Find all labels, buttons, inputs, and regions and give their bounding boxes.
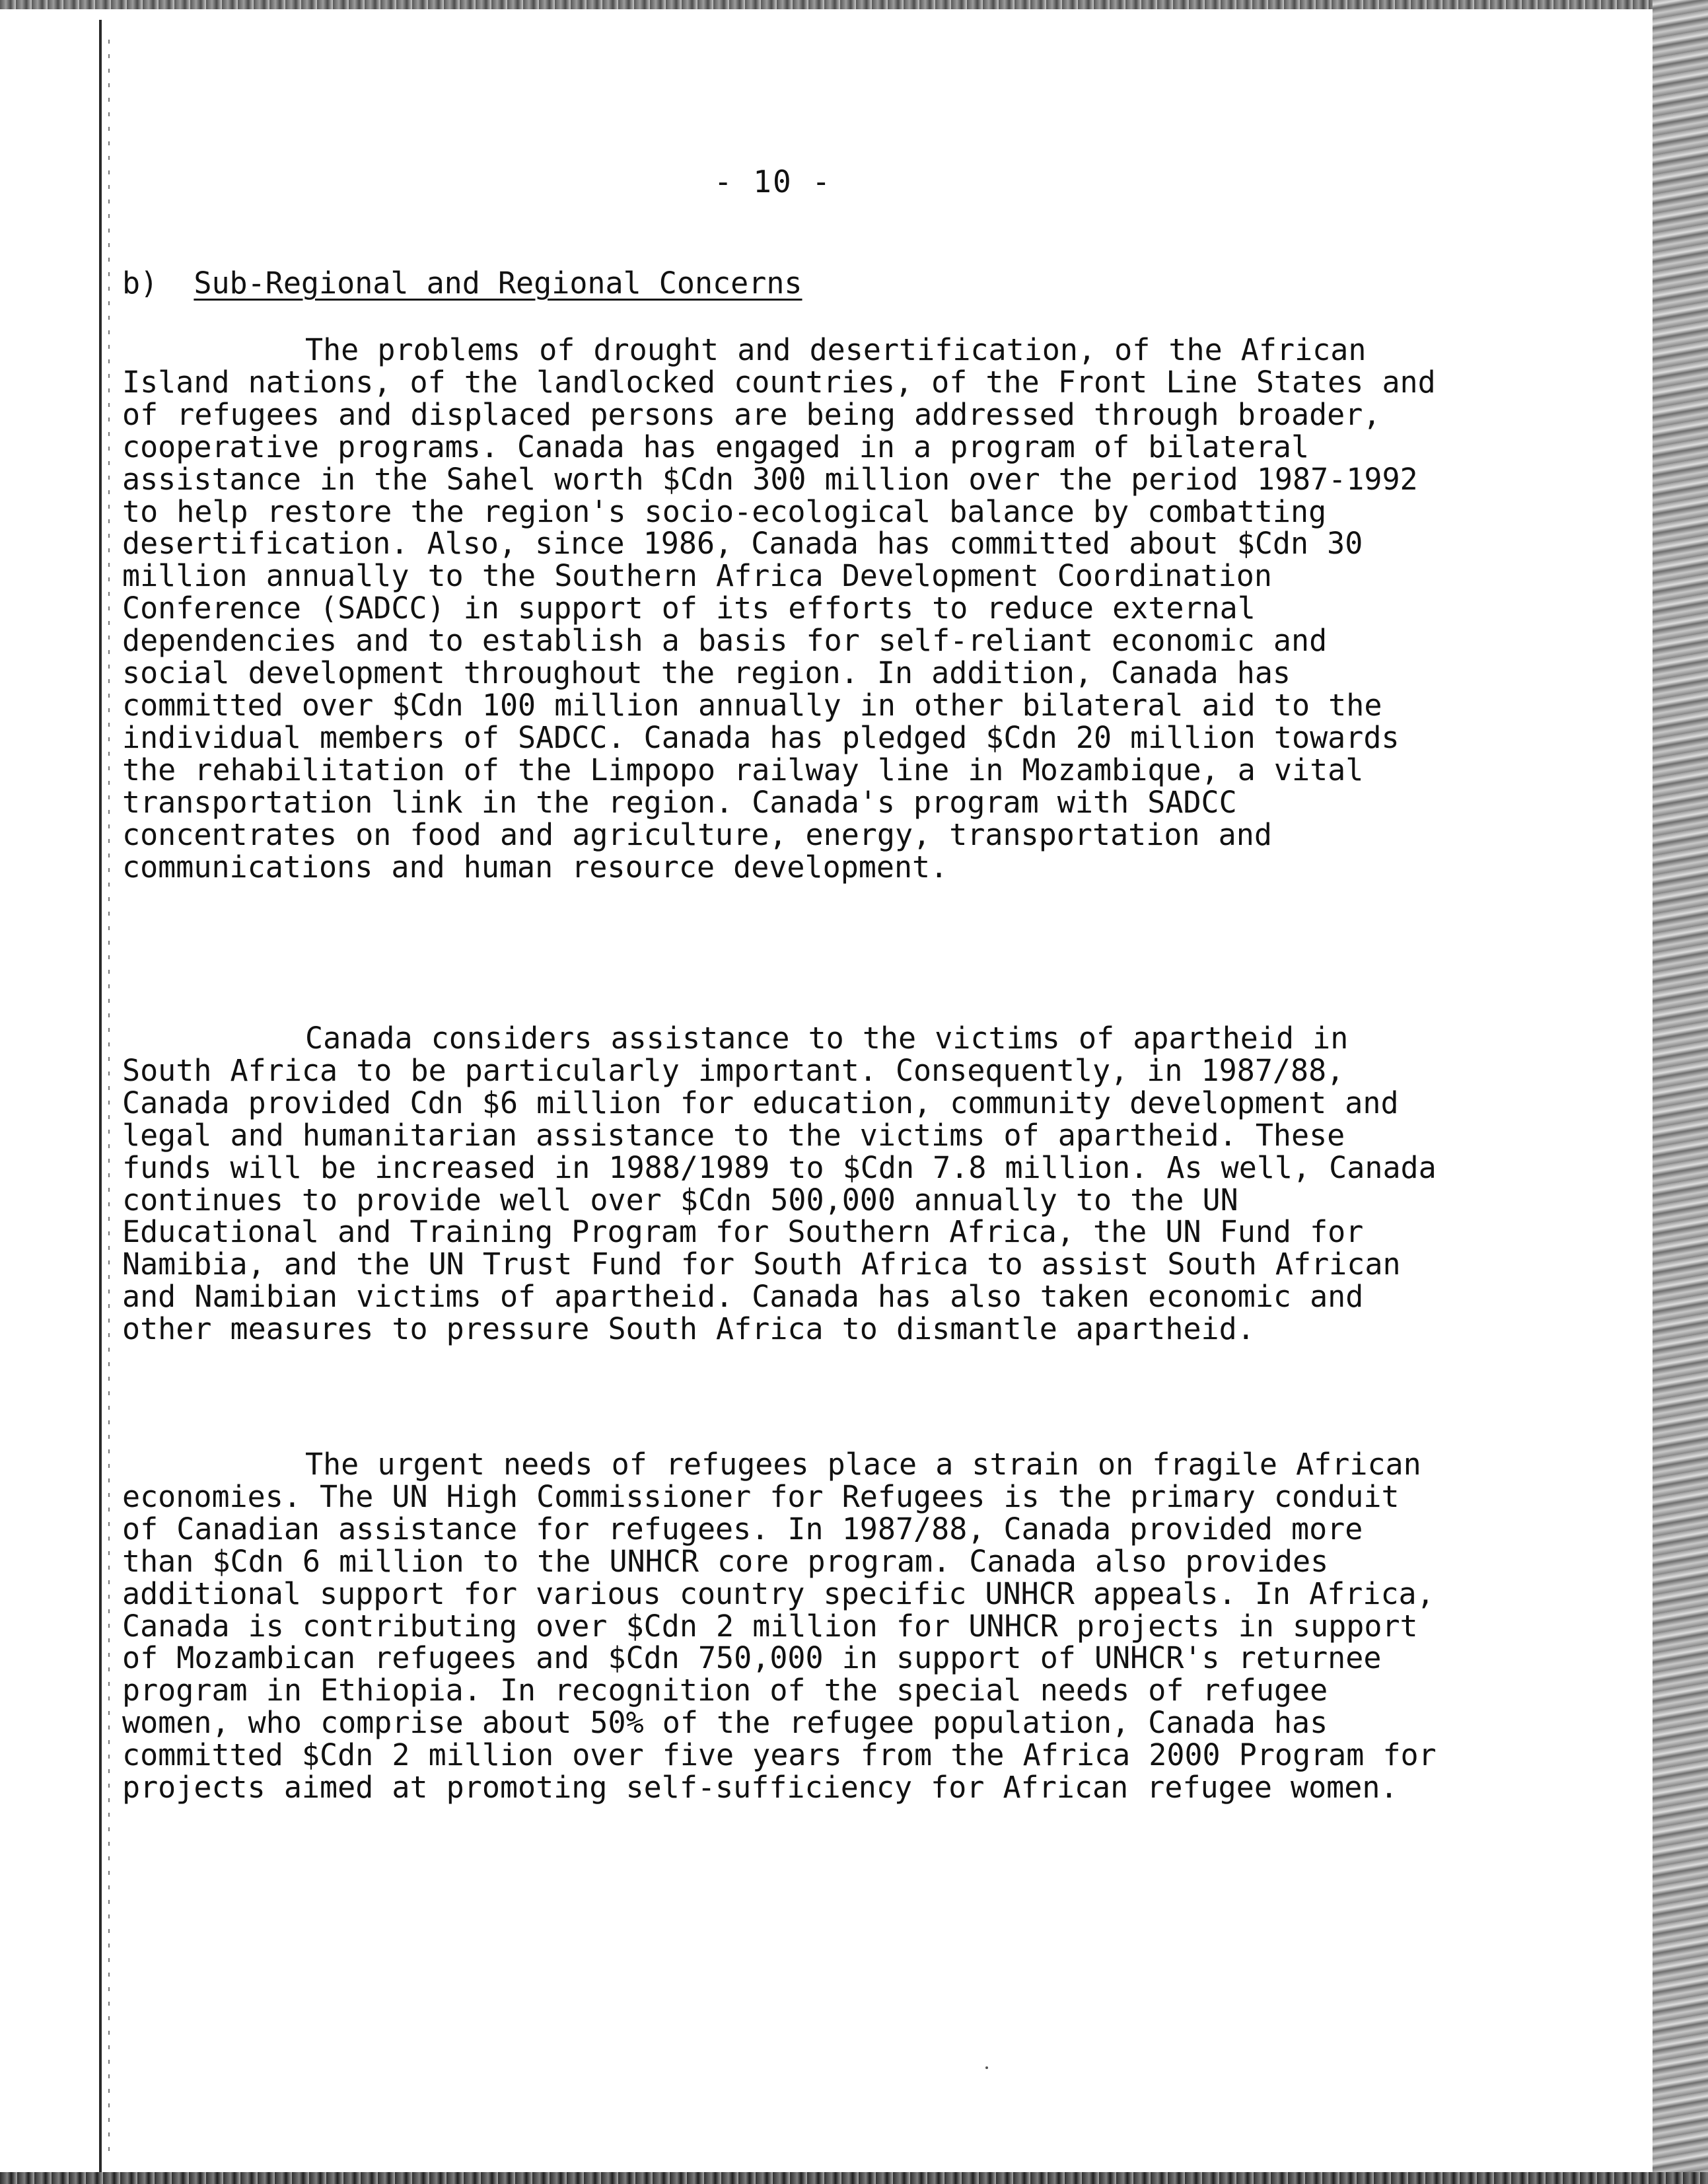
section-title: Sub-Regional and Regional Concerns	[194, 266, 802, 301]
document-page	[122, 0, 1450, 2184]
section-marker: b)	[122, 266, 159, 301]
scan-edge-left	[99, 20, 102, 2173]
paragraph-sub-regional-programs: The problems of drought and desertification, of the African Island nations, of the landlocked countries, of the Front Line States and of refugees and displaced persons are being addressed through broader, cooperative programs. Canada has engaged in a program of bilateral assistance in the Sahel worth $Cdn 300 million over the period 1987-1992 to help restore the region's socio-ecological balance by combatting desertification. Also, since 1986, Canada has committed about $Cdn 30 million annually to the Southern Africa Development Coordination Conference (SADCC) in support of its efforts to reduce external dependencies and to establish a basis for self-reliant economic and social development throughout the region. In addition, Canada has committed over $Cdn 100 million annually in other bilateral aid to the individual members of SADCC. Canada has pledged $Cdn 20 million towards the rehabilitation of the Limpopo railway line in Mozambique, a vital transportation link in the region. Canada's program with SADCC concentrates on food and agriculture, energy, transportation and communications and human resource development.	[122, 332, 1436, 885]
section-heading	[122, 266, 802, 301]
paragraph-refugee-assistance: The urgent needs of refugees place a strain on fragile African economies. The UN High Commissioner for Refugees is the primary conduit of Canadian assistance for refugees. In 1987/88, Canada provided more than $Cdn 6 million to the UNHCR core program. Canada also provides additional support for various country specific UNHCR appeals. In Africa, Canada is contributing over $Cdn 2 million for UNHCR projects in support of Mozambican refugees and $Cdn 750,000 in support of UNHCR's returnee program in Ethiopia. In recognition of the special needs of refugee women, who comprise about 50% of the refugee population, Canada has committed $Cdn 2 million over five years from the Africa 2000 Program for projects aimed at promoting self-sufficiency for African refugee women.	[122, 1447, 1437, 1805]
scan-edge-right	[1653, 0, 1708, 2184]
page-number: - 10 -	[713, 164, 832, 200]
paragraph-apartheid-assistance: Canada considers assistance to the victims of apartheid in South Africa to be particularly important. Consequently, in 1987/88, Canada provided Cdn $6 million for education, community development and legal and humanitarian assistance to the victims of apartheid. These funds will be increased in 1988/1989 to $Cdn 7.8 million. As well, Canada continues to provide well over $Cdn 500,000 annually to the UN Educational and Training Program for Southern Africa, the UN Fund for Namibia, and the UN Trust Fund for South Africa to assist South African and Namibian victims of apartheid. Canada has also taken economic and other measures to pressure South Africa to dismantle apartheid.	[122, 1021, 1437, 1347]
scan-edge-left-faint	[108, 40, 110, 2154]
